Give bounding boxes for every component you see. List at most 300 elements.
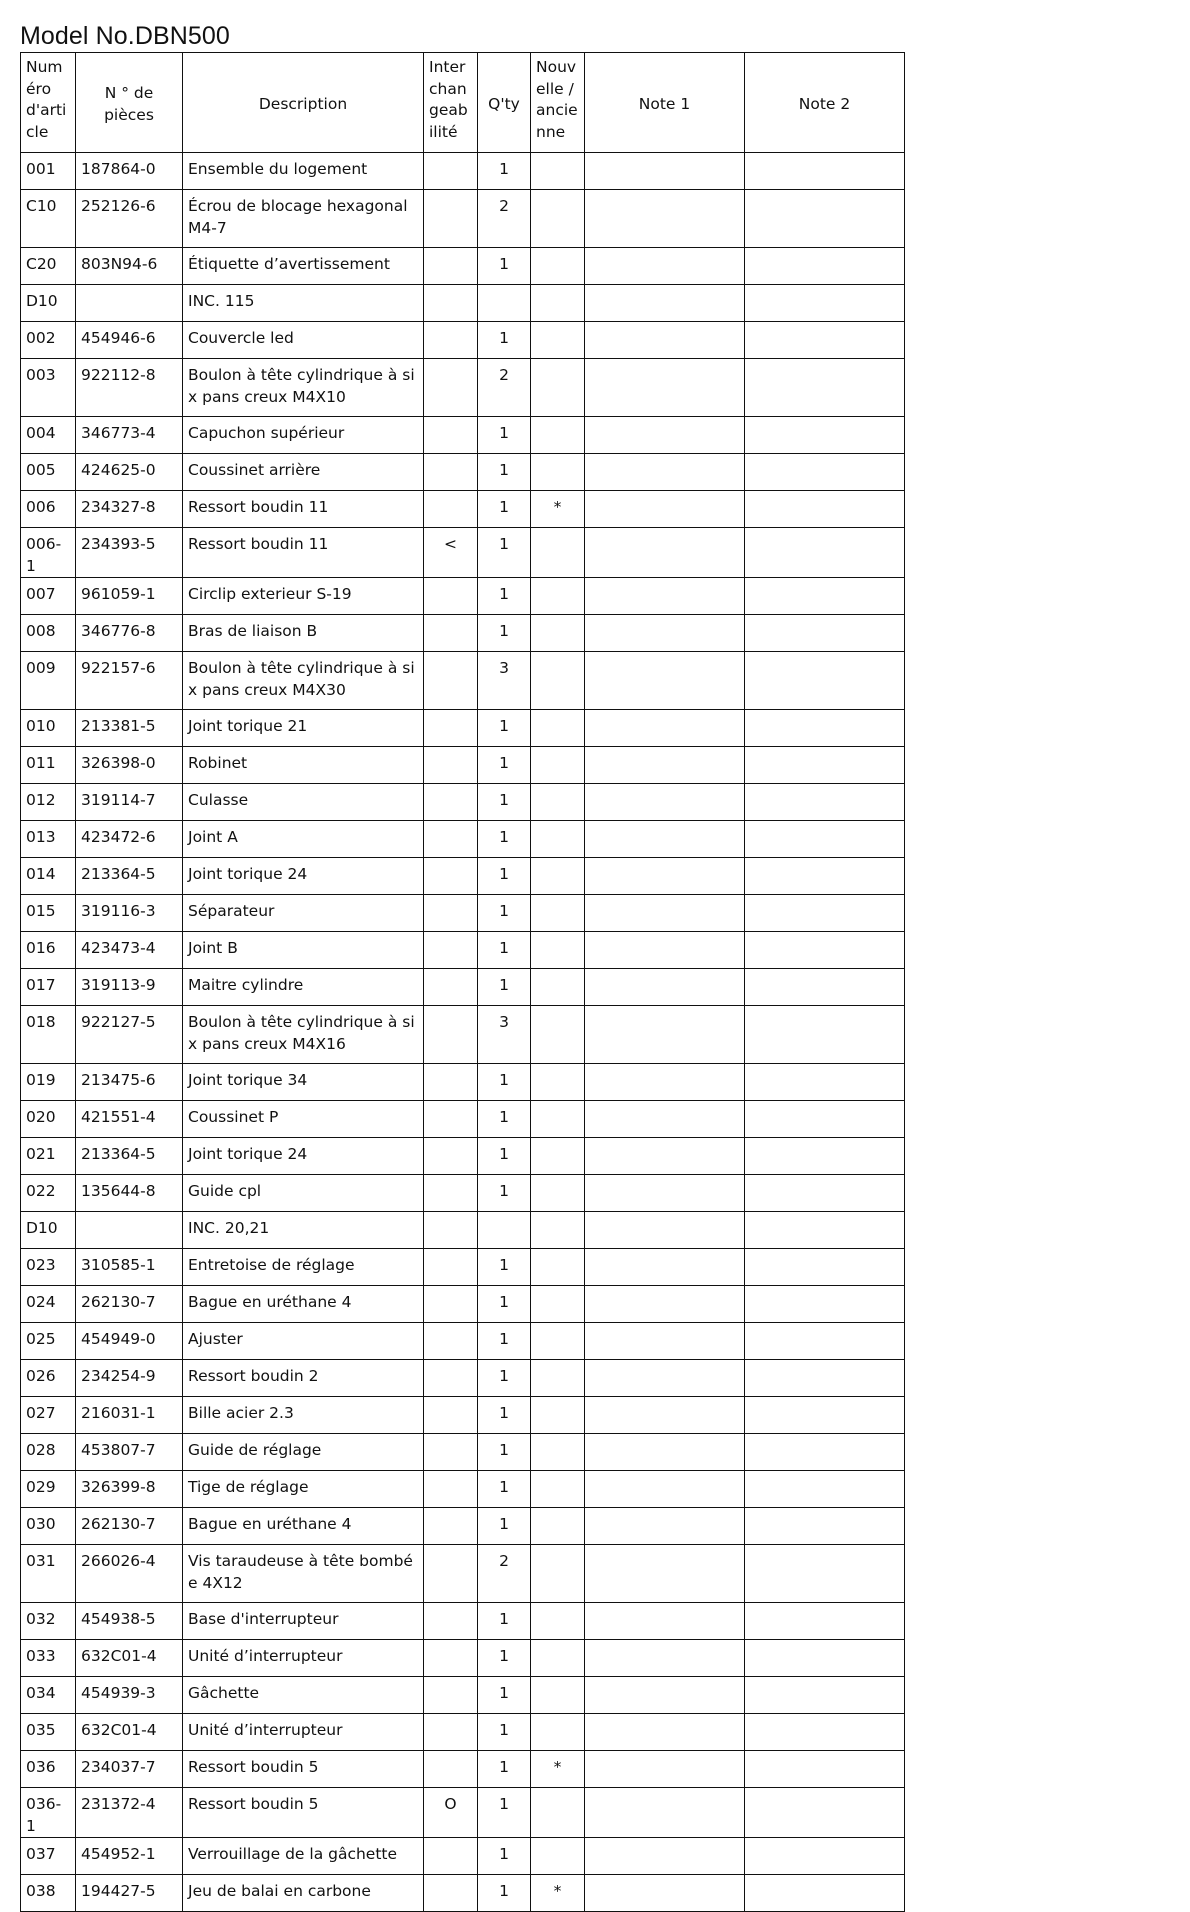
cell-new-old [531,969,585,1006]
table-row [21,1249,905,1286]
cell-note-1 [585,359,745,417]
cell-part-number: 234393-5 [76,528,183,578]
cell-interchangeability [424,285,478,322]
cell-description: Ressort boudin 2 [183,1360,424,1397]
cell-note-2 [745,1603,905,1640]
table-row [21,1212,905,1249]
table-row [21,528,905,578]
cell-new-old [531,1006,585,1064]
cell-interchangeability [424,895,478,932]
cell-item-number: C20 [21,248,76,285]
table-row [21,1397,905,1434]
cell-description: Bille acier 2.3 [183,1397,424,1434]
cell-item-number: 013 [21,821,76,858]
cell-description: Capuchon supérieur [183,417,424,454]
cell-item-number: 002 [21,322,76,359]
header-description: Description [183,53,424,153]
cell-part-number: 326398-0 [76,747,183,784]
cell-quantity [478,1212,531,1249]
table-row [21,1434,905,1471]
cell-quantity: 1 [478,1471,531,1508]
cell-interchangeability [424,417,478,454]
cell-interchangeability [424,1064,478,1101]
cell-part-number: 454939-3 [76,1677,183,1714]
cell-part-number: 252126-6 [76,190,183,248]
cell-note-1 [585,1545,745,1603]
cell-description: Verrouillage de la gâchette [183,1838,424,1875]
cell-interchangeability [424,1545,478,1603]
cell-item-number: 029 [21,1471,76,1508]
cell-interchangeability [424,1677,478,1714]
cell-quantity: 1 [478,747,531,784]
cell-item-number: 003 [21,359,76,417]
cell-note-1 [585,153,745,190]
cell-note-2 [745,1875,905,1912]
cell-note-1 [585,322,745,359]
cell-description: Bras de liaison B [183,615,424,652]
cell-interchangeability [424,1101,478,1138]
cell-quantity: 1 [478,1603,531,1640]
cell-description: Bague en uréthane 4 [183,1508,424,1545]
cell-quantity: 1 [478,491,531,528]
cell-description: Bague en uréthane 4 [183,1286,424,1323]
cell-new-old [531,784,585,821]
cell-item-number: 017 [21,969,76,1006]
cell-part-number: 326399-8 [76,1471,183,1508]
cell-interchangeability [424,1175,478,1212]
cell-part-number: 454938-5 [76,1603,183,1640]
cell-interchangeability [424,1603,478,1640]
cell-description: Guide de réglage [183,1434,424,1471]
cell-part-number: 266026-4 [76,1545,183,1603]
cell-quantity: 1 [478,1360,531,1397]
cell-interchangeability [424,1714,478,1751]
cell-item-number: 009 [21,652,76,710]
cell-description: Étiquette d’avertissement [183,248,424,285]
cell-item-number: 021 [21,1138,76,1175]
cell-note-2 [745,652,905,710]
table-row [21,1751,905,1788]
cell-item-number: 033 [21,1640,76,1677]
cell-interchangeability [424,652,478,710]
parts-table [20,52,905,1912]
table-row [21,153,905,190]
cell-note-2 [745,1397,905,1434]
table-row [21,615,905,652]
cell-quantity: 1 [478,153,531,190]
table-row [21,821,905,858]
cell-note-1 [585,1677,745,1714]
cell-note-1 [585,747,745,784]
cell-note-1 [585,969,745,1006]
cell-note-2 [745,248,905,285]
cell-item-number: 006-1 [21,528,76,578]
cell-new-old [531,932,585,969]
cell-note-2 [745,322,905,359]
cell-note-2 [745,710,905,747]
cell-item-number: 035 [21,1714,76,1751]
cell-interchangeability [424,1323,478,1360]
cell-note-1 [585,1006,745,1064]
cell-note-2 [745,1714,905,1751]
cell-part-number: 319113-9 [76,969,183,1006]
cell-new-old [531,1640,585,1677]
cell-new-old: * [531,1751,585,1788]
cell-new-old [531,322,585,359]
cell-item-number: 019 [21,1064,76,1101]
cell-new-old [531,359,585,417]
cell-note-2 [745,1434,905,1471]
cell-description: Tige de réglage [183,1471,424,1508]
cell-new-old [531,1471,585,1508]
cell-part-number [76,285,183,322]
cell-part-number: 319114-7 [76,784,183,821]
table-row [21,932,905,969]
cell-new-old [531,1175,585,1212]
cell-note-2 [745,747,905,784]
cell-description: Ressort boudin 11 [183,528,424,578]
cell-interchangeability [424,1838,478,1875]
cell-note-2 [745,1640,905,1677]
cell-note-1 [585,528,745,578]
cell-new-old [531,1212,585,1249]
cell-new-old [531,710,585,747]
cell-quantity: 1 [478,1175,531,1212]
cell-new-old [531,652,585,710]
cell-note-2 [745,1360,905,1397]
cell-part-number: 424625-0 [76,454,183,491]
cell-new-old [531,1434,585,1471]
cell-quantity: 1 [478,1714,531,1751]
cell-new-old [531,578,585,615]
cell-note-2 [745,1286,905,1323]
cell-description: Ressort boudin 5 [183,1788,424,1838]
cell-new-old [531,615,585,652]
header-item-number: Numéro d'article [21,53,76,153]
cell-note-1 [585,821,745,858]
cell-note-1 [585,784,745,821]
cell-quantity: 1 [478,615,531,652]
cell-description: Coussinet P [183,1101,424,1138]
cell-item-number: 010 [21,710,76,747]
cell-note-2 [745,1508,905,1545]
cell-description: Jeu de balai en carbone [183,1875,424,1912]
cell-note-1 [585,1212,745,1249]
cell-note-1 [585,932,745,969]
cell-interchangeability [424,454,478,491]
cell-part-number: 961059-1 [76,578,183,615]
cell-quantity: 1 [478,1838,531,1875]
cell-description: Entretoise de réglage [183,1249,424,1286]
cell-interchangeability [424,248,478,285]
cell-part-number: 632C01-4 [76,1640,183,1677]
cell-item-number: 020 [21,1101,76,1138]
cell-new-old [531,1714,585,1751]
table-row [21,969,905,1006]
cell-part-number: 213364-5 [76,858,183,895]
table-row [21,747,905,784]
cell-quantity: 1 [478,1138,531,1175]
cell-description: Couvercle led [183,322,424,359]
cell-interchangeability [424,784,478,821]
cell-new-old [531,747,585,784]
cell-part-number: 213381-5 [76,710,183,747]
cell-new-old [531,1545,585,1603]
cell-note-2 [745,1006,905,1064]
cell-interchangeability [424,153,478,190]
cell-new-old [531,821,585,858]
cell-new-old [531,1788,585,1838]
table-row [21,784,905,821]
cell-quantity [478,285,531,322]
cell-description: INC. 20,21 [183,1212,424,1249]
cell-note-1 [585,190,745,248]
cell-interchangeability [424,1434,478,1471]
cell-note-1 [585,1508,745,1545]
cell-new-old [531,153,585,190]
table-row [21,1545,905,1603]
cell-note-1 [585,1788,745,1838]
cell-part-number: 421551-4 [76,1101,183,1138]
cell-quantity: 2 [478,1545,531,1603]
cell-new-old [531,248,585,285]
cell-description: Joint torique 24 [183,1138,424,1175]
cell-interchangeability [424,1751,478,1788]
cell-description: Boulon à tête cylindrique à six pans creux M4X16 [183,1006,424,1064]
cell-note-2 [745,969,905,1006]
cell-note-1 [585,1838,745,1875]
cell-description: INC. 115 [183,285,424,322]
cell-part-number: 213475-6 [76,1064,183,1101]
table-row [21,1323,905,1360]
cell-description: Joint A [183,821,424,858]
cell-note-2 [745,1788,905,1838]
cell-quantity: 1 [478,1751,531,1788]
header-part-number: N ° de pièces [76,53,183,153]
cell-part-number: 262130-7 [76,1286,183,1323]
table-row [21,1875,905,1912]
table-row [21,895,905,932]
cell-note-2 [745,1545,905,1603]
cell-quantity: 1 [478,1434,531,1471]
cell-part-number: 216031-1 [76,1397,183,1434]
table-row [21,1508,905,1545]
cell-interchangeability: O [424,1788,478,1838]
header-new-old: Nouvelle / ancienne [531,53,585,153]
cell-item-number: D10 [21,285,76,322]
cell-part-number: 453807-7 [76,1434,183,1471]
cell-quantity: 1 [478,821,531,858]
cell-description: Gâchette [183,1677,424,1714]
cell-quantity: 1 [478,1508,531,1545]
cell-quantity: 1 [478,1788,531,1838]
cell-quantity: 1 [478,1677,531,1714]
cell-interchangeability [424,359,478,417]
table-row [21,1138,905,1175]
cell-item-number: 001 [21,153,76,190]
table-row [21,1714,905,1751]
cell-quantity: 1 [478,248,531,285]
cell-new-old [531,1064,585,1101]
cell-quantity: 1 [478,528,531,578]
cell-note-1 [585,1875,745,1912]
cell-new-old [531,528,585,578]
parts-table-body [21,153,905,1912]
cell-note-1 [585,417,745,454]
cell-note-1 [585,454,745,491]
table-row [21,248,905,285]
cell-interchangeability [424,1875,478,1912]
header-note-1: Note 1 [585,53,745,153]
cell-interchangeability [424,858,478,895]
cell-description: Maitre cylindre [183,969,424,1006]
cell-quantity: 1 [478,454,531,491]
cell-interchangeability [424,1138,478,1175]
table-row [21,858,905,895]
cell-item-number: 007 [21,578,76,615]
cell-note-2 [745,784,905,821]
cell-description: Écrou de blocage hexagonal M4-7 [183,190,424,248]
cell-note-1 [585,1471,745,1508]
header-note-2: Note 2 [745,53,905,153]
cell-item-number: 011 [21,747,76,784]
cell-item-number: 032 [21,1603,76,1640]
table-row [21,1640,905,1677]
cell-note-2 [745,821,905,858]
cell-quantity: 1 [478,858,531,895]
table-row [21,1101,905,1138]
cell-part-number: 922112-8 [76,359,183,417]
cell-item-number: 015 [21,895,76,932]
cell-new-old [531,1323,585,1360]
cell-quantity: 1 [478,1323,531,1360]
cell-note-1 [585,858,745,895]
table-row [21,1838,905,1875]
cell-description: Culasse [183,784,424,821]
cell-part-number: 346773-4 [76,417,183,454]
cell-part-number: 454949-0 [76,1323,183,1360]
cell-item-number: 006 [21,491,76,528]
cell-note-2 [745,1064,905,1101]
cell-description: Vis taraudeuse à tête bombée 4X12 [183,1545,424,1603]
cell-new-old [531,454,585,491]
cell-part-number: 194427-5 [76,1875,183,1912]
cell-new-old: * [531,1875,585,1912]
cell-part-number: 213364-5 [76,1138,183,1175]
cell-new-old [531,1508,585,1545]
cell-part-number: 231372-4 [76,1788,183,1838]
cell-note-2 [745,1323,905,1360]
cell-part-number: 234327-8 [76,491,183,528]
cell-interchangeability [424,747,478,784]
header-interchangeability: Interchangeabilité [424,53,478,153]
table-row [21,190,905,248]
cell-interchangeability [424,1249,478,1286]
cell-part-number: 187864-0 [76,153,183,190]
cell-interchangeability [424,1360,478,1397]
cell-part-number: 319116-3 [76,895,183,932]
table-row [21,491,905,528]
cell-quantity: 1 [478,1101,531,1138]
cell-part-number: 423473-4 [76,932,183,969]
cell-description: Coussinet arrière [183,454,424,491]
cell-item-number: 004 [21,417,76,454]
table-row [21,1677,905,1714]
cell-quantity: 1 [478,784,531,821]
cell-new-old [531,285,585,322]
cell-item-number: 038 [21,1875,76,1912]
cell-note-2 [745,528,905,578]
cell-description: Base d'interrupteur [183,1603,424,1640]
table-row [21,1471,905,1508]
cell-note-1 [585,1175,745,1212]
cell-quantity: 1 [478,895,531,932]
cell-new-old [531,1138,585,1175]
cell-interchangeability [424,932,478,969]
cell-note-2 [745,417,905,454]
table-row [21,1175,905,1212]
cell-part-number: 803N94-6 [76,248,183,285]
cell-interchangeability [424,710,478,747]
cell-description: Séparateur [183,895,424,932]
table-row [21,322,905,359]
cell-interchangeability [424,491,478,528]
cell-note-2 [745,1677,905,1714]
cell-interchangeability [424,578,478,615]
cell-new-old: * [531,491,585,528]
cell-part-number: 454946-6 [76,322,183,359]
cell-interchangeability [424,1006,478,1064]
cell-note-2 [745,1212,905,1249]
cell-note-2 [745,895,905,932]
cell-item-number: 023 [21,1249,76,1286]
cell-note-2 [745,1175,905,1212]
cell-quantity: 1 [478,969,531,1006]
cell-quantity: 2 [478,190,531,248]
cell-quantity: 1 [478,417,531,454]
cell-new-old [531,1677,585,1714]
cell-item-number: 026 [21,1360,76,1397]
cell-part-number: 346776-8 [76,615,183,652]
cell-quantity: 1 [478,1286,531,1323]
cell-new-old [531,1249,585,1286]
cell-note-1 [585,1397,745,1434]
cell-quantity: 1 [478,1875,531,1912]
cell-item-number: C10 [21,190,76,248]
cell-note-2 [745,1751,905,1788]
cell-note-1 [585,1640,745,1677]
cell-description: Robinet [183,747,424,784]
table-row [21,1286,905,1323]
cell-interchangeability [424,1508,478,1545]
table-row [21,285,905,322]
cell-part-number: 922127-5 [76,1006,183,1064]
cell-quantity: 2 [478,359,531,417]
cell-note-1 [585,1323,745,1360]
table-row [21,1788,905,1838]
cell-note-2 [745,190,905,248]
cell-item-number: 037 [21,1838,76,1875]
cell-note-1 [585,1360,745,1397]
cell-part-number: 310585-1 [76,1249,183,1286]
cell-interchangeability [424,1471,478,1508]
cell-quantity: 1 [478,1249,531,1286]
table-row [21,652,905,710]
cell-quantity: 1 [478,1064,531,1101]
cell-interchangeability [424,615,478,652]
cell-note-1 [585,1714,745,1751]
cell-quantity: 1 [478,932,531,969]
